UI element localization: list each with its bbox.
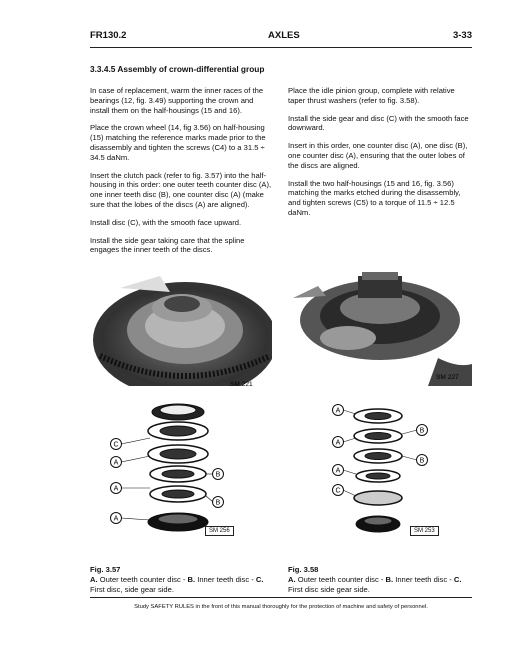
caption-key: B. [385,574,394,584]
letter-a: A [113,515,119,523]
paragraph: Place the idle pinion group, complete with relative taper thrust washers (refer to fig. 3.58). [288,86,455,105]
caption-text: Outer teeth counter disc - [295,574,386,584]
figure-number: Fig. 3.57 [90,565,121,574]
side-gear-diagram [322,398,430,538]
photo-label: SM 221 [230,381,253,388]
paragraph: Install the side gear taking care that the spline engages the inner teeth of the discs. [90,235,245,255]
caption-text: Inner teeth disc - [393,574,454,584]
figure-number: Fig. 3.58 [288,565,319,574]
header-rule [90,47,472,48]
caption-text: Outer teeth counter disc - [97,574,188,584]
paragraph: Insert in this order, one counter disc (A), one disc (B), one counter disc (A), ensuring that the outer lobes of the discs are aligned. [288,141,468,170]
letter-b: B [419,457,425,465]
right-column [288,86,472,226]
caption-text: Inner teeth disc - [195,574,256,584]
page-header [90,30,472,44]
differential-photo [288,268,472,386]
doc-code: FR130.2 [90,30,127,41]
letter-c: C [113,441,119,449]
letter-a: A [335,467,341,475]
caption-key: C. [255,574,264,584]
letter-a: A [113,485,119,493]
photo-label: SM 227 [436,374,459,381]
section-title: 3.3.4.5 Assembly of crown-differential group [90,64,265,74]
chapter-title: AXLES [268,30,300,41]
letter-b: B [215,499,221,507]
crown-wheel-photo [90,268,272,396]
figure-label-box: SM 256 [205,526,234,536]
paragraph: In case of replacement, warm the inner races of the bearings (12, fig. 3.49) supporting the crown and install them on the half-housings (15 and 16). [90,86,264,115]
caption-text: First disc, side gear side. [90,584,174,594]
letter-c: C [335,487,341,495]
footer-note: Study SAFETY RULES in the front of this manual thoroughly for the protection of machine and safety of personnel. [134,604,428,610]
figure-label-box: SM 253 [410,526,439,536]
letter-a: A [335,407,341,415]
caption-key: A. [288,574,296,584]
paragraph: Install disc (C), with the smooth face upward. [90,217,242,227]
letter-b: B [419,427,425,435]
paragraph: Install the two half-housings (15 and 16, fig. 3.56) matching the marks etched during the disassembly, and tighten screws (C5) to a torque of 11.5 ÷ 12.5 daNm. [288,178,461,217]
footer-rule [90,597,472,598]
left-column [90,86,272,263]
figure-caption [288,565,472,594]
paragraph: Place the crown wheel (14, fig 3.56) on half-housing (15) matching the reference marks made prior to the disassembly and tighten the screws (C4) to a 31.5 ÷ 34.5 daNm. [90,123,266,162]
letter-a: A [113,459,119,467]
paragraph: Insert the clutch pack (refer to fig. 3.57) into the half-housing in this order: one outer teeth counter disc (A), one inner teeth disc (B), one counter disc (A) (make sure that the lobes of the discs (A) are aligned). [90,170,272,209]
caption-key: A. [90,574,98,584]
paragraph: Install the side gear and disc (C) with the smooth face downward. [288,113,469,133]
page-number: 3-33 [452,30,472,41]
letter-b: B [215,471,221,479]
caption-text: First disc side gear side. [288,584,370,594]
figure-caption [90,565,274,594]
caption-key: B. [187,574,196,584]
letter-a: A [335,439,341,447]
clutch-pack-diagram [108,398,243,538]
caption-key: C. [453,574,462,584]
